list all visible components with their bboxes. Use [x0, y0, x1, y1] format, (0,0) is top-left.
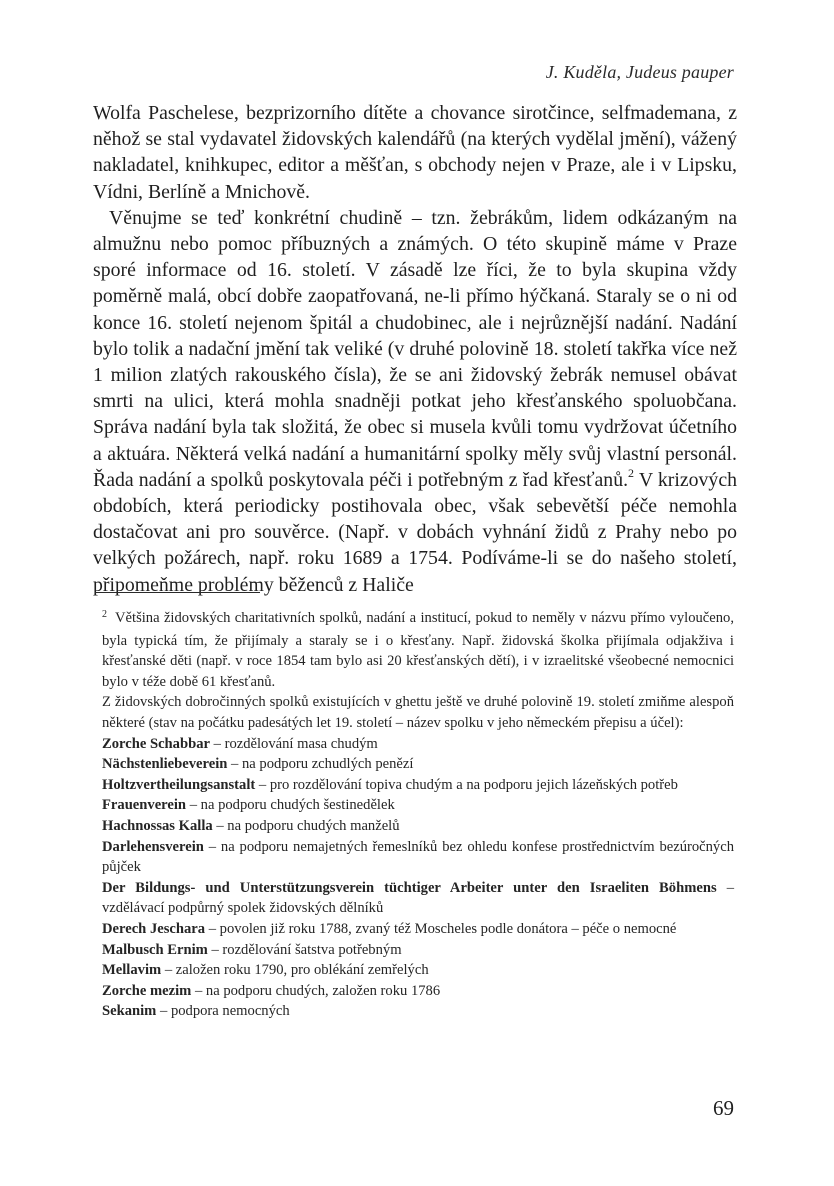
paragraph-2-part-a: Věnujme se teď konkrétní chudině – tzn. žebrákům, lidem odkázaným na almužnu nebo pomoc příbuzných a známých. O této skupině máme v Praze sporé informace od 16. století. V zásadě lze říci, že to byla skupina vždy poměrně malá, obcí dobře zaopatřovaná, ne-li přímo hýčkaná. Staraly se o ni od konce 16. století nejenom špitál a chudobinec, ale i nejrůznější nadání. Nadání bylo tolik a nadační jmění tak veliké (v druhé polovině 18. století takřka více než 1 milion zlatých rakouského čísla), že se ani židovský žebrák nemusel obávat smrti na ulici, která mohla snadněji potkat jeho křesťanského spoluobčana. Správa nadání byla tak složitá, že obec si musela kvůli tomu vydržovat účetního a aktuára. Některá velká nadání a humanitární spolky měly svůj vlastní personál. Řada nadání a spolků poskytovala péči i potřebným z řad křesťanů.: [93, 206, 737, 491]
organization-item: [102, 837, 734, 878]
footnote-reference: 2: [628, 466, 635, 481]
organization-name: Zorche Schabbar: [102, 735, 210, 752]
organization-list: [102, 734, 734, 1022]
main-text: [93, 100, 737, 598]
organization-name: Nächstenliebeverein: [102, 756, 228, 773]
organization-name: Frauenverein: [102, 797, 187, 814]
organization-name: Mellavim: [102, 962, 162, 979]
organization-item: [102, 1001, 734, 1022]
organization-item: [102, 816, 734, 837]
organization-name: Der Bildungs- und Unterstützungsverein tüchtiger Arbeiter unter den Israeliten Böhmens: [102, 879, 717, 896]
organization-item: [102, 795, 734, 816]
organization-item: [102, 878, 734, 919]
paragraph-2-part-b: V krizových obdobích, která periodicky postihovala obec, však sebevětší péče nemohla dostačovat ani pro souvěrce. (Např. v dobách vyhnání židů z Prahy nebo po velkých požárech, např. roku 1689 a 1754. Podíváme-li se do našeho století, připomeňme problémy běženců z Haliče: [93, 468, 737, 596]
footnotes: [102, 608, 734, 1022]
organization-description: – na podporu chudých, založen roku 1786: [191, 982, 441, 999]
organization-item: [102, 981, 734, 1002]
organization-name: Holtzvertheilungsanstalt: [102, 776, 256, 793]
footnote-paragraph-2: Z židovských dobročinných spolků existujících v ghettu ještě ve druhé polovině 19. století zmiňme alespoň některé (stav na počátku padesátých let 19. století – název spolku v jeho německém přepisu a účel):: [102, 694, 734, 731]
organization-description: – na podporu chudých šestinedělek: [186, 797, 395, 814]
organization-item: [102, 775, 734, 796]
organization-name: Derech Jeschara: [102, 920, 206, 937]
organization-description: – na podporu zchudlých penězí: [227, 756, 414, 773]
footnote-number: 2: [102, 609, 107, 620]
organization-name: Darlehensverein: [102, 838, 204, 855]
organization-name: Zorche mezim: [102, 982, 192, 999]
footnote-text-1: Většina židovských charitativních spolků, nadání a institucí, pokud to neměly v názvu přímo vyloučeno, byla typická tím, že přijímaly a staraly se i o křesťany. Např. židovská školka přijímala odjakživa i křesťanské děti (např. v roce 1854 tam bylo asi 20 křesťanských dětí), i v izraelitské všeobecné nemocnici bylo v téže době 61 křesťanů.: [102, 610, 734, 690]
organization-name: Sekanim: [102, 1003, 157, 1020]
organization-item: [102, 734, 734, 755]
running-head: J. Kuděla, Judeus pauper: [545, 62, 734, 82]
organization-description: – založen roku 1790, pro oblékání zemřelých: [161, 962, 429, 979]
organization-item: [102, 754, 734, 775]
organization-description: – povolen již roku 1788, zvaný též Moscheles podle donátora – péče o nemocné: [205, 920, 677, 937]
organization-description: – na podporu nemajetných řemeslníků bez ohledu konfese prostřednictvím bezúročných půjček: [102, 838, 734, 876]
organization-description: – vzdělávací podpůrný spolek židovských dělníků: [102, 879, 734, 917]
paragraph-1: Wolfa Paschelese, bezprizorního dítěte a chovance sirotčince, selfmademana, z něhož se stal vydavatel židovských kalendářů (na kterých vydělal jmění), vážený nakladatel, knihkupec, editor a měšťan, s obchody nejen v Praze, ale i v Lipsku, Vídni, Berlíně a Mnichově.: [93, 102, 737, 203]
organization-item: [102, 960, 734, 981]
footnote-paragraph-1: [102, 608, 734, 692]
organization-item: [102, 940, 734, 961]
organization-description: – podpora nemocných: [156, 1003, 290, 1020]
organization-item: [102, 919, 734, 940]
organization-name: Hachnossas Kalla: [102, 817, 213, 834]
organization-description: – pro rozdělování topiva chudým a na podporu jejich lázeňských potřeb: [255, 776, 678, 793]
organization-description: – rozdělování masa chudým: [209, 735, 378, 752]
paragraph-2: [93, 205, 737, 598]
organization-description: – rozdělování šatstva potřebným: [207, 941, 402, 958]
page-number: 69: [713, 1096, 734, 1120]
organization-description: – na podporu chudých manželů: [212, 817, 400, 834]
organization-name: Malbusch Ernim: [102, 941, 208, 958]
footnote-separator: [95, 592, 260, 593]
